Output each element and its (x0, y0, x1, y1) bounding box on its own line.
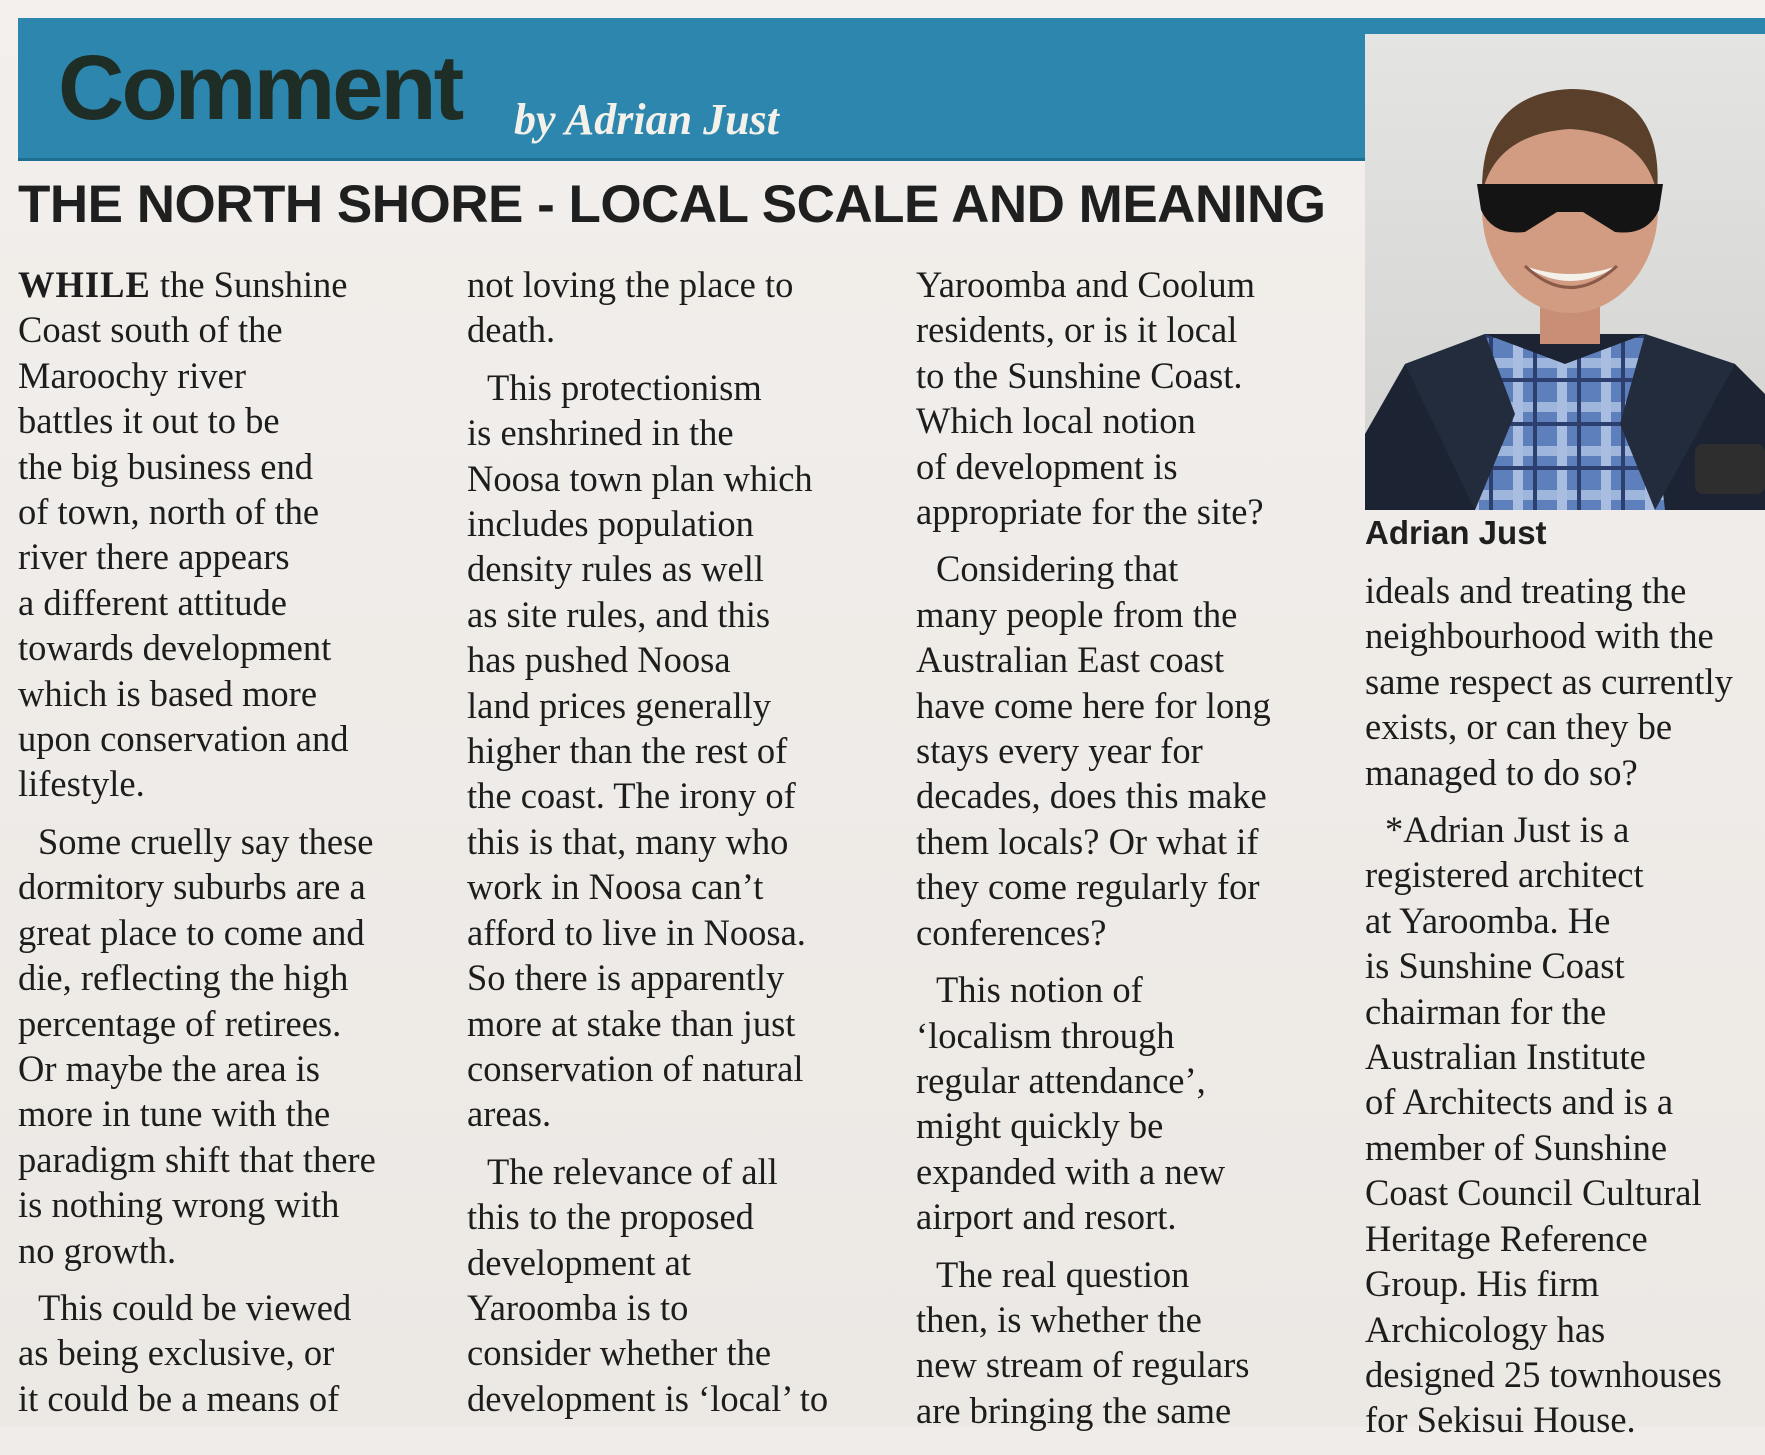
author-photo (1365, 34, 1765, 510)
photo-caption: Adrian Just (1365, 514, 1547, 551)
paragraph: Some cruelly say these dormitory suburbs are a great place to come and die, reflecting the high percentage of retirees. Or maybe the area is more in tune with the paradigm shift that there is nothing wrong with no growth. (18, 820, 376, 1271)
article-column-2 (467, 262, 897, 1433)
paragraph: This protectionism is enshrined in the Noosa town plan which includes population density rules as well as site rules, and this has pushed Noosa land prices generally higher than the rest of the coast. The irony of this is that, many who work in Noosa can’t afford to live in Noosa. So there is apparently more at stake than just conservation of natural areas. (467, 366, 813, 1135)
paragraph-text: the Sunshine Coast south of the Maroochy river battles it out to be the big business end of town, north of the river there appears a different attitude towards development which is based more upon conservation and lifestyle. (18, 264, 349, 805)
paragraph: not loving the place to death. (467, 264, 794, 351)
author-portrait-image (1365, 34, 1765, 510)
article-column-3 (916, 262, 1346, 1445)
paragraph: This notion of ‘localism through regular attendance’, might quickly be expanded with a new airport and resort. (916, 969, 1226, 1238)
paragraph (18, 262, 448, 807)
article-column-4 (1365, 568, 1765, 1455)
paragraph: ideals and treating the neighbourhood with the same respect as currently exists, or can they be managed to do so? (1365, 570, 1733, 793)
paragraph: The real question then, is whether the new stream of regulars are bringing the same (916, 1253, 1250, 1431)
paragraph: Considering that many people from the Australian East coast have come here for long stays every year for decades, does this make them locals? Or what if they come regularly for conferences? (916, 548, 1271, 953)
byline: by Adrian Just (514, 95, 779, 144)
article-headline: THE NORTH SHORE - LOCAL SCALE AND MEANING (18, 175, 1326, 234)
lead-word: WHILE (18, 264, 151, 305)
paragraph: The relevance of all this to the proposed development at Yaroomba is to consider whether the development is ‘local’ to (467, 1150, 829, 1419)
author-bio: *Adrian Just is a registered architect at Yaroomba. He is Sunshine Coast chairman for the Australian Institute of Architects and is a member of Sunshine Coast Council Cultural Heritage Reference Group. His firm Archicology has designed 25 townhouses for Sekisui House. (1365, 809, 1722, 1441)
paragraph: Yaroomba and Coolum residents, or is it local to the Sunshine Coast. Which local notion of development is appropriate for the site? (916, 264, 1264, 533)
paragraph: This could be viewed as being exclusive, or it could be a means of (18, 1286, 352, 1419)
section-title: Comment (58, 37, 462, 139)
article-column-1 (18, 262, 448, 1433)
